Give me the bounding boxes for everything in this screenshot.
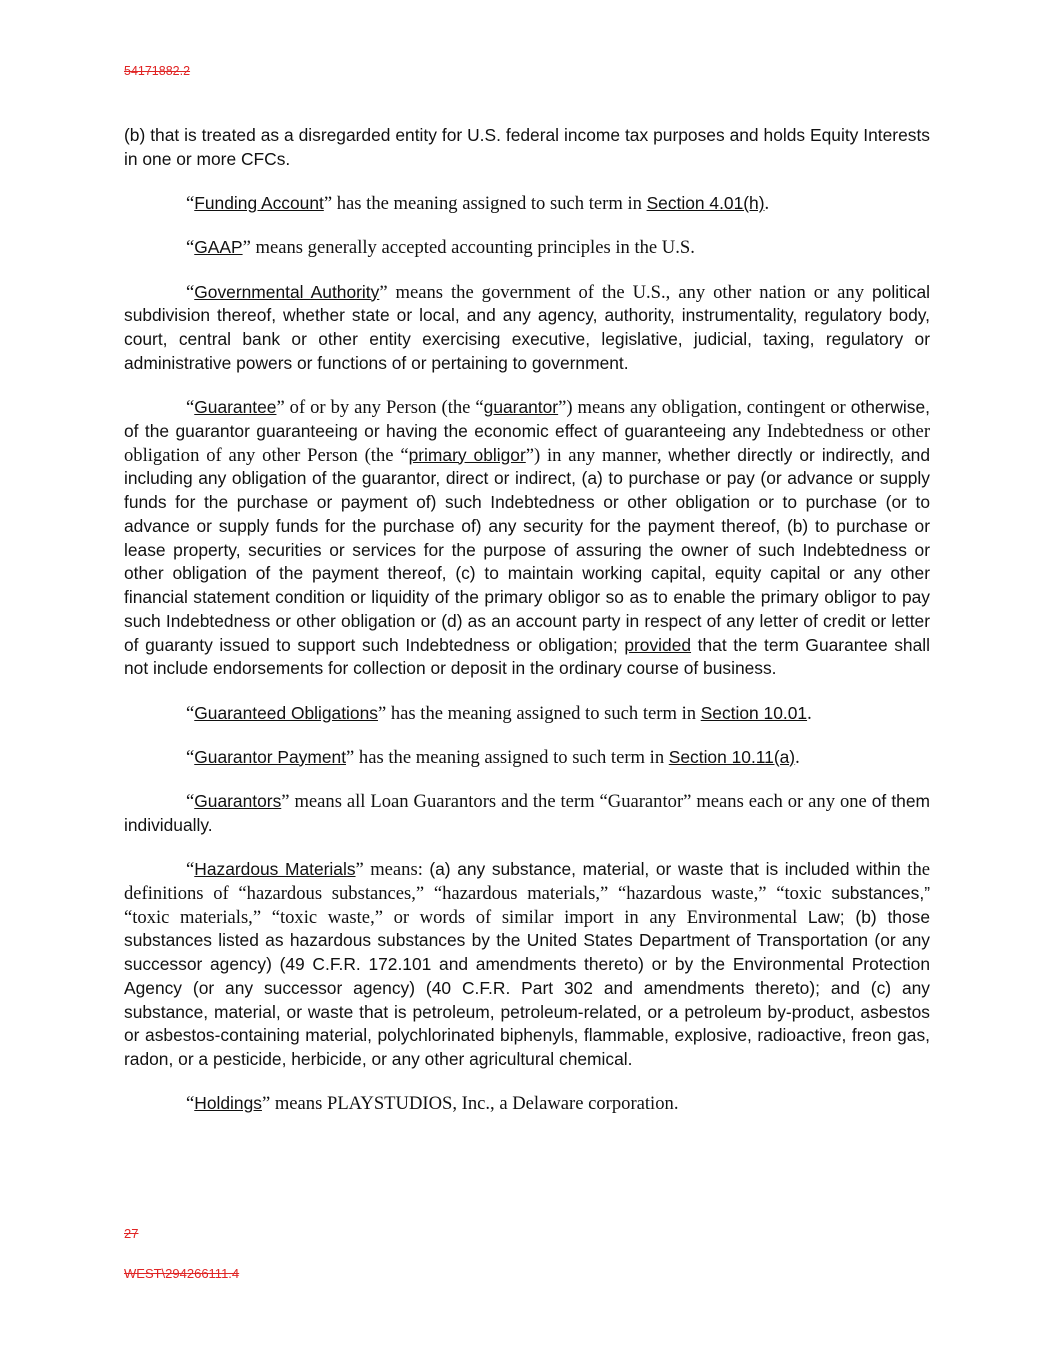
definition-text: Indebtedness or other obligation of any other Person (the “ [124,420,931,466]
definition-guarantors [124,790,930,838]
footer-document-id: WEST\294266111.4 [124,1266,240,1281]
definition-text-continued: political subdivision thereof, whether state or local, and any agency, authority, instrumentality, regulatory body, court, central bank or other entity exercising executive, legislative, judicial, taxing, regulatory or administrative powers or functions of or pertaining to government. [124,281,930,373]
open-quote: “ [186,193,195,214]
section-reference-4-01h: Section 4.01(h) [646,193,765,213]
open-quote: “ [186,702,195,724]
definition-text: that the term Guarantee shall not include endorsements for collection or deposit in the ordinary course of business. [124,634,930,679]
defined-term-guarantee: Guarantee [194,397,277,417]
header-document-id: 54171882.2 [124,64,191,78]
definition-text: ” has the meaning assigned to such term in [377,702,701,724]
open-quote: “ [186,746,195,768]
definition-guarantee [124,396,930,681]
definition-text: ” means all Loan Guarantors and the term “Guarantor” means each or any one [281,791,872,812]
definition-text: (a) any substance, material, or waste that is included within [429,859,908,879]
definition-guaranteed-obligations [124,702,930,726]
definition-text: otherwise, of the guarantor guaranteeing or having the economic effect of guaranteeing any [124,397,930,441]
defined-term-holdings: Holdings [194,1093,262,1114]
open-quote: “ [186,397,195,418]
definition-text: the definitions of “hazardous substances,” “hazardous materials,” “hazardous waste,” “toxic [124,859,931,904]
definition-text: ” means PLAYSTUDIOS, Inc., a Delaware corporation. [261,1093,679,1115]
definition-holdings [124,1092,930,1116]
definition-text: ”) in any manner, [525,444,669,466]
defined-term-guarantor-payment: Guarantor Payment [194,746,347,767]
definition-text: “toxic materials,” “toxic waste,” or words of similar import in any Environmental [124,906,808,928]
definition-text: substances,” [831,882,930,903]
period: . [807,702,812,724]
definition-hazardous-materials [124,858,930,1072]
definition-text: ”) means any obligation, contingent or [558,397,851,418]
open-quote: “ [186,859,195,880]
definition-text: ” means: [355,859,430,880]
definition-text-continued: of them individually. [124,791,930,835]
period: . [795,746,800,768]
defined-term-funding-account: Funding Account [194,193,324,213]
definition-text: ” means generally accepted accounting principles in the U.S. [242,237,695,259]
defined-term-guarantor: guarantor [483,397,559,417]
definition-governmental-authority [124,281,930,376]
defined-term-primary-obligor: primary obligor [408,444,526,465]
open-quote: “ [186,281,195,303]
section-reference-10-01: Section 10.01 [700,702,808,723]
paragraph-cfc-continuation: (b) that is treated as a disregarded entity for U.S. federal income tax purposes and holds Equity Interests in one or more CFCs. [124,125,930,169]
definition-gaap [124,236,930,260]
definition-text: ” means the government of the U.S., any other nation or any [379,281,872,303]
open-quote: “ [186,237,195,259]
definition-text: Law; (b) those substances listed as hazardous substances by the United States Department of Transportation (or any successor agency) (49 C.F.R. 172.101 and amendments thereto) or by the Environmental Protection Agency (or any successor agency) (40 C.F.R. Part 302 and amendments thereto); and (c) any substance, material, or waste that is petroleum, petroleum-related, or a petroleum by-product, asbestos or asbestos-containing material, polychlorinated biphenyls, flammable, explosive, radioactive, freon gas, radon, or a pesticide, herbicide, or any other agricultural chemical. [124,906,931,1069]
open-quote: “ [186,1093,195,1115]
proviso-provided: provided [624,634,692,655]
definition-text: whether directly or indirectly, and including any obligation of the guarantor, direct or indirect, (a) to purchase or pay (or advance or supply funds for the purchase or payment of) such Indebtedness or other obligation or to purchase (or to advance or supply funds for the purchase of) any security for the payment thereof, (b) to purchase or lease property, securities or services for the purpose of assuring the owner of such Indebtedness or other obligation of the payment thereof, (c) to maintain working capital, equity capital or any other financial statement condition or liquidity of the primary obligor so as to enable the primary obligor to pay such Indebtedness or other obligation or (d) as an account party in respect of any letter of credit or letter of guaranty issued to support such Indebtedness or obligation; [124,444,930,655]
defined-term-governmental-authority: Governmental Authority [194,281,380,302]
footer-page-number: 27 [124,1226,139,1241]
defined-term-guaranteed-obligations: Guaranteed Obligations [194,702,378,723]
defined-term-hazardous-materials: Hazardous Materials [194,859,356,879]
defined-term-guarantors: Guarantors [194,791,282,811]
definition-funding-account [124,192,930,216]
definition-guarantor-payment [124,746,930,770]
defined-term-gaap: GAAP [194,237,243,258]
period: . [764,193,770,214]
definition-text: ” of or by any Person (the “ [276,397,484,418]
section-reference-10-11a: Section 10.11(a) [668,746,796,767]
definition-text: ” has the meaning assigned to such term in [323,193,647,214]
open-quote: “ [186,791,195,812]
document-body [124,124,930,1137]
definition-text: ” has the meaning assigned to such term in [346,746,669,768]
